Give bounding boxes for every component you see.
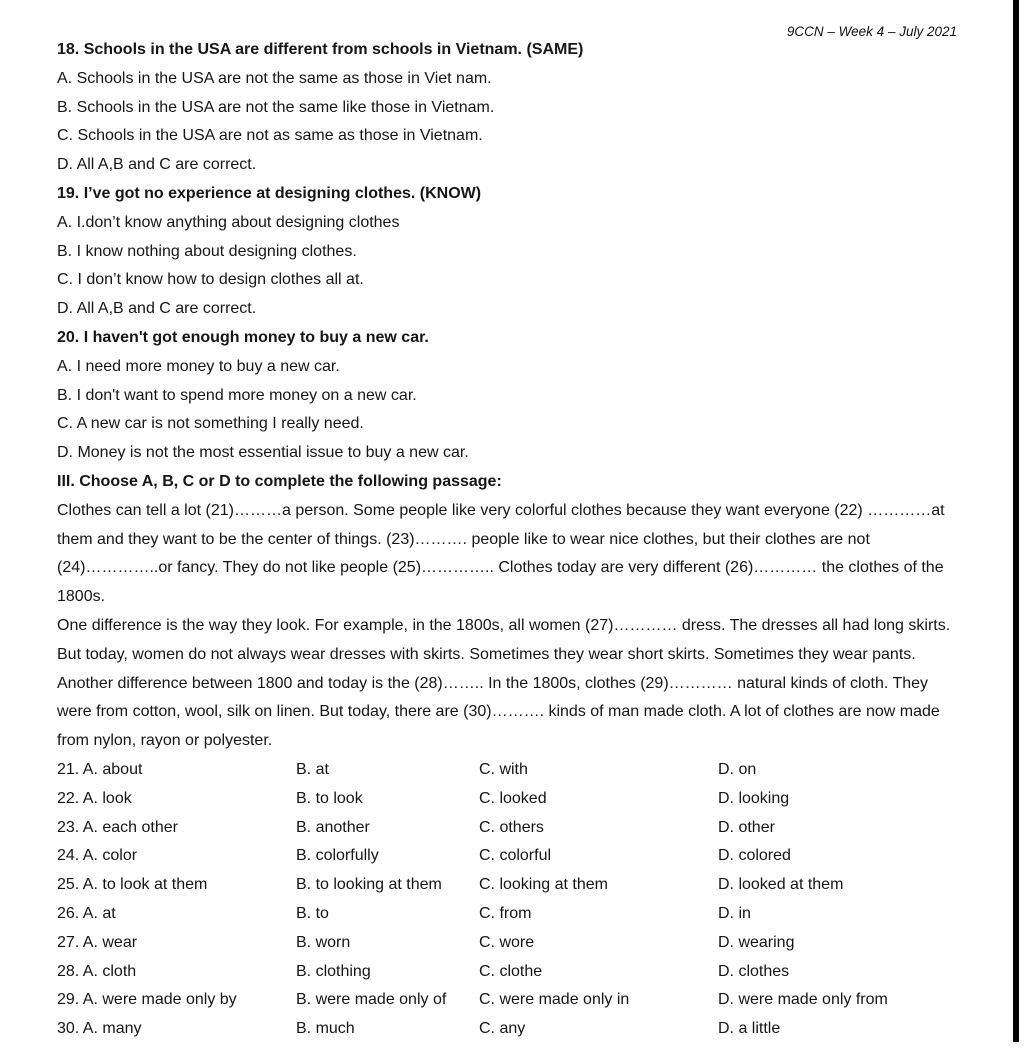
question-19-option-c: C. I don’t know how to design clothes all at. [57,271,364,289]
answer-cell: 29. A. were made only by [57,991,237,1009]
answer-cell: C. looking at them [479,876,608,894]
answer-cell: B. worn [296,933,351,951]
answer-cell: D. other [718,818,775,836]
answer-cell: 25. A. to look at them [57,876,208,894]
question-19-option-b: B. I know nothing about designing clothes. [57,242,357,260]
question-20-option-d: D. Money is not the most essential issue to buy a new car. [57,444,469,462]
answer-cell: D. on [718,760,757,778]
answer-grid-row-23 [57,814,958,843]
answer-cell: C. wore [479,933,535,951]
answer-cell: C. looked [479,789,547,807]
answer-grid-row-29 [57,986,958,1015]
passage-paragraph-1: Clothes can tell a lot (21)………a person. Some people like very colorful clothes because they want everyone (22) …………at them and they want to be the center of things. (23)………. people like to wear nice clothes, but their clothes are not (24)…………..or fancy. They do not like people (25)………….. Clothes today are very different (26)………… the clothes of the 1800s. [57,501,945,606]
answer-cell: C. colorful [479,847,552,865]
answer-cell: 21. A. about [57,760,143,778]
answer-cell: C. with [479,760,528,778]
question-18-title: 18. Schools in the USA are different from schools in Vietnam. (SAME) [57,41,584,58]
answer-cell: B. colorfully [296,847,379,865]
answer-grid-row-30 [57,1015,958,1044]
passage-paragraph-2: One difference is the way they look. For example, in the 1800s, all women (27)………… dress. The dresses all had long skirts. But today, women do not always wear dresses with skirts. Sometimes they wear short skirts. Sometimes they wear pants. Another difference between 1800 and today is the (28)…….. In the 1800s, clothes (29)………… natural kinds of cloth. They were from cotton, wool, silk on linen. But today, there are (30)………. kinds of man made cloth. A lot of clothes are now made from nylon, rayon or polyester. [57,616,951,750]
page-header: 9CCN – Week 4 – July 2021 [786,24,957,39]
answer-grid-row-25 [57,871,958,900]
answer-cell: 30. A. many [57,1020,142,1038]
answer-cell: B. another [296,818,370,836]
answer-cell: B. to [296,904,329,922]
answer-cell: D. in [718,904,751,922]
answer-cell: C. any [479,1020,526,1038]
document-content [57,36,958,1044]
answer-grid-row-27 [57,929,958,958]
scan-edge-artifact [1013,0,1019,1042]
answer-cell: 28. A. cloth [57,962,137,980]
answer-cell: C. from [479,904,532,922]
answer-cell: D. were made only from [718,991,888,1009]
question-18-option-b: B. Schools in the USA are not the same like those in Vietnam. [57,98,495,116]
answer-cell: C. clothe [479,962,543,980]
question-20-option-c: C. A new car is not something I really need. [57,415,364,433]
question-19-title: 19. I’ve got no experience at designing clothes. (KNOW) [57,184,482,202]
question-18-option-a: A. Schools in the USA are not the same as those in Viet nam. [57,69,492,87]
answer-grid-row-22 [57,785,958,814]
answer-cell: D. wearing [718,933,795,951]
section-3-heading: III. Choose A, B, C or D to complete the following passage: [57,472,502,490]
answer-grid-row-26 [57,900,958,929]
answer-grid-row-28 [57,958,958,987]
question-20-option-b: B. I don't want to spend more money on a new car. [57,386,417,404]
answer-cell: 22. A. look [57,789,132,807]
answer-cell: C. were made only in [479,991,630,1009]
answer-cell: D. clothes [718,962,790,980]
answer-cell: D. colored [718,847,791,865]
answer-cell: B. to look [296,789,363,807]
answer-cell: D. looking [718,789,790,807]
answer-cell: D. looked at them [718,876,844,894]
question-18-option-d: D. All A,B and C are correct. [57,156,257,174]
question-18-option-c: C. Schools in the USA are not as same as those in Vietnam. [57,127,483,145]
answer-cell: B. to looking at them [296,876,442,894]
answer-cell: 23. A. each other [57,818,178,836]
answer-cell: 27. A. wear [57,933,138,951]
answer-cell: 24. A. color [57,847,138,865]
question-19-option-d: D. All A,B and C are correct. [57,300,257,318]
answer-cell: B. at [296,760,329,778]
question-20-option-a: A. I need more money to buy a new car. [57,357,340,375]
answer-cell: D. a little [718,1020,781,1038]
answer-grid-row-21 [57,756,958,785]
answer-cell: 26. A. at [57,904,116,922]
question-20-title: 20. I haven't got enough money to buy a new car. [57,328,429,346]
answer-cell: B. clothing [296,962,371,980]
question-19-option-a: A. I.don’t know anything about designing clothes [57,213,400,231]
answer-cell: B. were made only of [296,991,447,1009]
answer-grid-row-24 [57,842,958,871]
answer-cell: C. others [479,818,544,836]
answer-cell: B. much [296,1020,355,1038]
